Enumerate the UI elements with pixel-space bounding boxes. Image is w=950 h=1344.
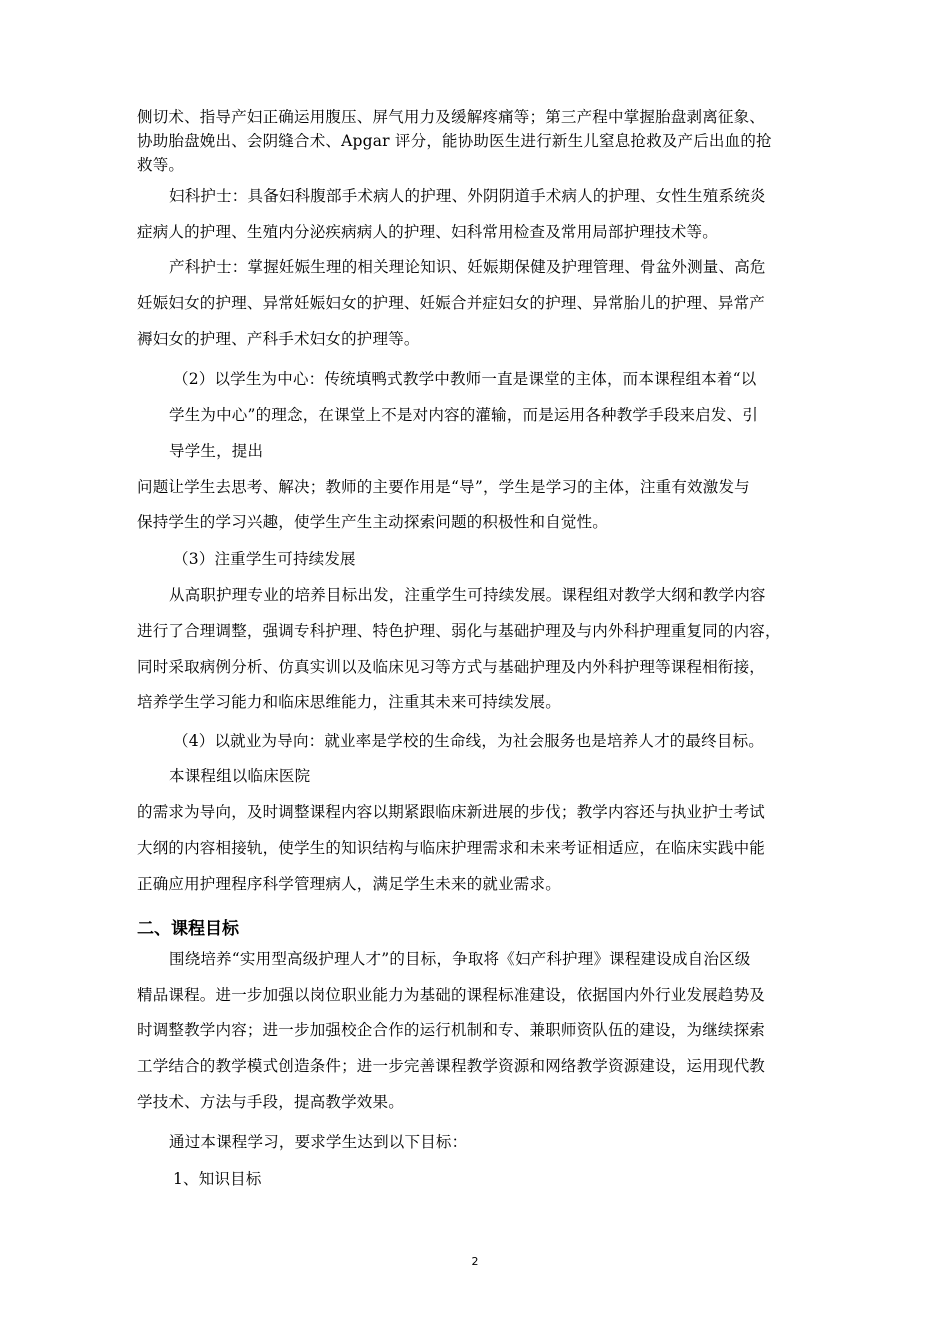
text-line: 正确应用护理程序科学管理病人，满足学生未来的就业需求。 bbox=[137, 875, 561, 893]
text-line: 工学结合的教学模式创造条件；进一步完善课程教学资源和网络教学资源建设，运用现代教 bbox=[137, 1057, 766, 1075]
page-number: 2 bbox=[471, 1255, 479, 1268]
text-line: （3）注重学生可持续发展 bbox=[173, 550, 356, 568]
text-line: 导学生，提出 bbox=[169, 442, 264, 460]
text-line: 时调整教学内容；进一步加强校企合作的运行机制和专、兼职师资队伍的建设，为继续探索 bbox=[137, 1021, 766, 1039]
text-line: 同时采取病例分析、仿真实训以及临床见习等方式与基础护理及内外科护理等课程相衔接， bbox=[137, 658, 766, 676]
text-line: 大纲的内容相接轨，使学生的知识结构与临床护理需求和未来考证相适应，在临床实践中能 bbox=[137, 839, 766, 857]
text-line: 褥妇女的护理、产科手术妇女的护理等。 bbox=[137, 330, 420, 348]
text-line: 救等。 bbox=[137, 156, 185, 174]
text-line: 协助胎盘娩出、会阴缝合术、Apgar 评分，能协助医生进行新生儿窒息抢救及产后出血的抢 bbox=[137, 132, 772, 150]
text-line: 保持学生的学习兴趣，使学生产生主动探索问题的积极性和自觉性。 bbox=[137, 513, 609, 531]
text-line: 妇科护士：具备妇科腹部手术病人的护理、外阴阴道手术病人的护理、女性生殖系统炎 bbox=[169, 187, 766, 205]
text-line: （4）以就业为导向：就业率是学校的生命线，为社会服务也是培养人才的最终目标。 bbox=[173, 732, 764, 750]
section-heading: 二、课程目标 bbox=[137, 919, 239, 939]
text-line: 围绕培养“实用型高级护理人才”的目标，争取将《妇产科护理》课程建设成自治区级 bbox=[169, 950, 751, 968]
text-line: （2）以学生为中心：传统填鸭式教学中教师一直是课堂的主体，而本课程组本着“以 bbox=[173, 370, 757, 388]
text-line: 的需求为导向，及时调整课程内容以期紧跟临床新进展的步伐；教学内容还与执业护士考试 bbox=[137, 803, 766, 821]
text-line: 问题让学生去思考、解决；教师的主要作用是“导”，学生是学习的主体，注重有效激发与 bbox=[137, 478, 750, 496]
text-line: 学技术、方法与手段，提高教学效果。 bbox=[137, 1093, 404, 1111]
text-line: 侧切术、指导产妇正确运用腹压、屏气用力及缓解疼痛等；第三产程中掌握胎盘剥离征象、 bbox=[137, 108, 766, 126]
text-line: 症病人的护理、生殖内分泌疾病病人的护理、妇科常用检查及常用局部护理技术等。 bbox=[137, 223, 718, 241]
text-line: 本课程组以临床医院 bbox=[169, 767, 311, 785]
text-line: 妊娠妇女的护理、异常妊娠妇女的护理、妊娠合并症妇女的护理、异常胎儿的护理、异常产 bbox=[137, 294, 766, 312]
text-line: 通过本课程学习，要求学生达到以下目标： bbox=[169, 1133, 468, 1151]
text-line: 产科护士：掌握妊娠生理的相关理论知识、妊娠期保健及护理管理、骨盆外测量、高危 bbox=[169, 258, 766, 276]
text-line: 培养学生学习能力和临床思维能力，注重其未来可持续发展。 bbox=[137, 693, 561, 711]
text-line: 1、知识目标 bbox=[173, 1170, 262, 1188]
text-line: 进行了合理调整，强调专科护理、特色护理、弱化与基础护理及与内外科护理重复同的内容， bbox=[137, 622, 781, 640]
text-line: 从高职护理专业的培养目标出发，注重学生可持续发展。课程组对教学大纲和教学内容 bbox=[169, 586, 766, 604]
text-line: 精品课程。进一步加强以岗位职业能力为基础的课程标准建设，依据国内外行业发展趋势及 bbox=[137, 986, 766, 1004]
text-line: 学生为中心”的理念，在课堂上不是对内容的灌输，而是运用各种教学手段来启发、引 bbox=[169, 406, 759, 424]
